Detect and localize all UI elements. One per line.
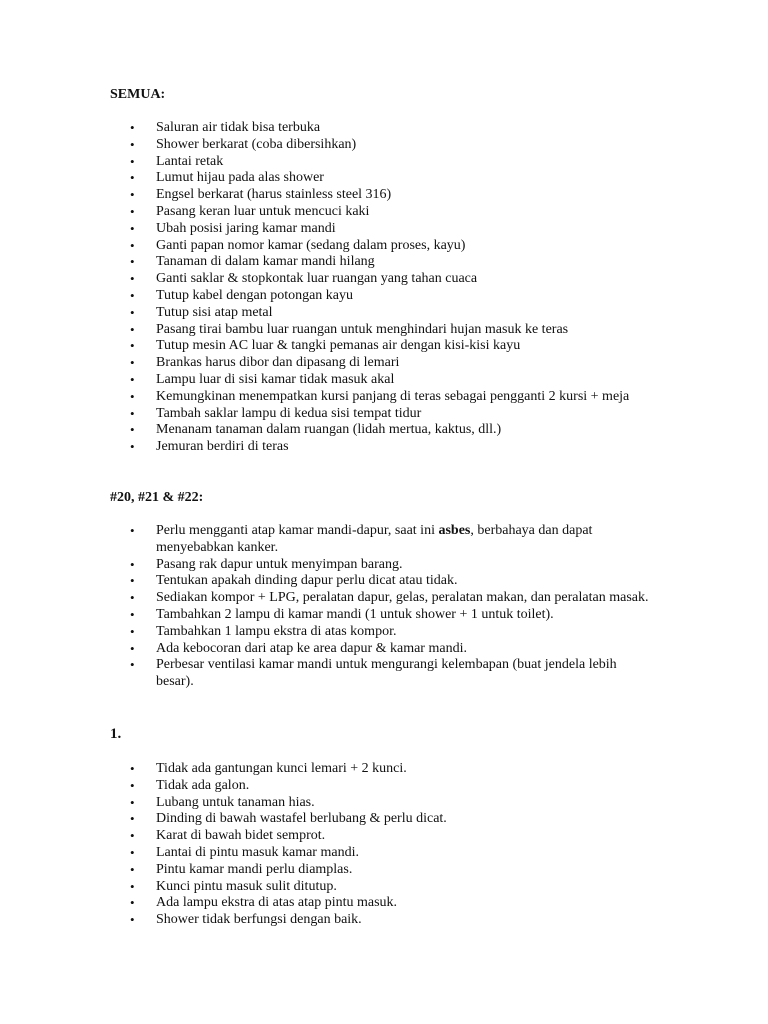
list-item: • Ganti saklar & stopkontak luar ruangan yang tahan cuaca (0, 271, 768, 288)
list-item-emphasis: asbes (438, 523, 471, 538)
list-item: • Tentukan apakah dinding dapur perlu dicat atau tidak. (0, 573, 768, 590)
list-item: • Lantai di pintu masuk kamar mandi. (0, 845, 768, 862)
list-item: • Pintu kamar mandi perlu diamplas. (0, 862, 768, 879)
list-item: • Shower tidak berfungsi dengan baik. (0, 912, 768, 929)
list-item: • Lubang untuk tanaman hias. (0, 795, 768, 812)
list-item: • Menanam tanaman dalam ruangan (lidah mertua, kaktus, dll.) (0, 422, 768, 439)
list-item: • Tambah saklar lampu di kedua sisi tempat tidur (0, 406, 768, 423)
list-item: • Tutup kabel dengan potongan kayu (0, 288, 768, 305)
list-item: • Lantai retak (0, 154, 768, 171)
list-item: • Engsel berkarat (harus stainless steel 316) (0, 187, 768, 204)
section-heading-rooms-20-21-22: #20, #21 & #22: (110, 490, 204, 505)
list-item: • Tambahkan 2 lampu di kamar mandi (1 untuk shower + 1 untuk toilet). (0, 607, 768, 624)
list-item: • Pasang tirai bambu luar ruangan untuk menghindari hujan masuk ke teras (0, 322, 768, 339)
list-item: • Karat di bawah bidet semprot. (0, 828, 768, 845)
list-item: • Sediakan kompor + LPG, peralatan dapur, gelas, peralatan makan, dan peralatan masak. (0, 590, 768, 607)
list-item: • Tutup mesin AC luar & tangki pemanas air dengan kisi-kisi kayu (0, 338, 768, 355)
list-item: • Kunci pintu masuk sulit ditutup. (0, 879, 768, 896)
list-item: • Ganti papan nomor kamar (sedang dalam proses, kayu) (0, 238, 768, 255)
list-item: • Tutup sisi atap metal (0, 305, 768, 322)
list-item: • Brankas harus dibor dan dipasang di lemari (0, 355, 768, 372)
section-list-semua (0, 120, 768, 456)
section-list-room-1 (0, 761, 768, 929)
list-item: • Kemungkinan menempatkan kursi panjang di teras sebagai pengganti 2 kursi + meja (0, 389, 768, 406)
list-item: • Shower berkarat (coba dibersihkan) (0, 137, 768, 154)
section-heading-semua: SEMUA: (110, 87, 166, 102)
list-item-text: Perlu mengganti atap kamar mandi-dapur, saat ini (156, 523, 439, 538)
list-item-text: , berbahaya dan dapat menyebabkan kanker. (156, 523, 593, 555)
list-item: • Ubah posisi jaring kamar mandi (0, 221, 768, 238)
list-item: • Ada kebocoran dari atap ke area dapur & kamar mandi. (0, 641, 768, 658)
section-heading-room-1: 1. (110, 726, 122, 742)
list-item: • Perbesar ventilasi kamar mandi untuk mengurangi kelembapan (buat jendela lebih besar). (0, 657, 768, 691)
section-list-rooms-20-21-22 (0, 523, 768, 691)
list-item: • Saluran air tidak bisa terbuka (0, 120, 768, 137)
list-item: • Tidak ada galon. (0, 778, 768, 795)
list-item: • Pasang keran luar untuk mencuci kaki (0, 204, 768, 221)
list-item (0, 523, 768, 557)
list-item: • Ada lampu ekstra di atas atap pintu masuk. (0, 895, 768, 912)
list-item: • Tidak ada gantungan kunci lemari + 2 kunci. (0, 761, 768, 778)
list-item: • Jemuran berdiri di teras (0, 439, 768, 456)
list-item: • Lampu luar di sisi kamar tidak masuk akal (0, 372, 768, 389)
list-item: • Tanaman di dalam kamar mandi hilang (0, 254, 768, 271)
list-item: • Pasang rak dapur untuk menyimpan barang. (0, 557, 768, 574)
list-item: • Dinding di bawah wastafel berlubang & perlu dicat. (0, 811, 768, 828)
list-item: • Tambahkan 1 lampu ekstra di atas kompor. (0, 624, 768, 641)
list-item: • Lumut hijau pada alas shower (0, 170, 768, 187)
